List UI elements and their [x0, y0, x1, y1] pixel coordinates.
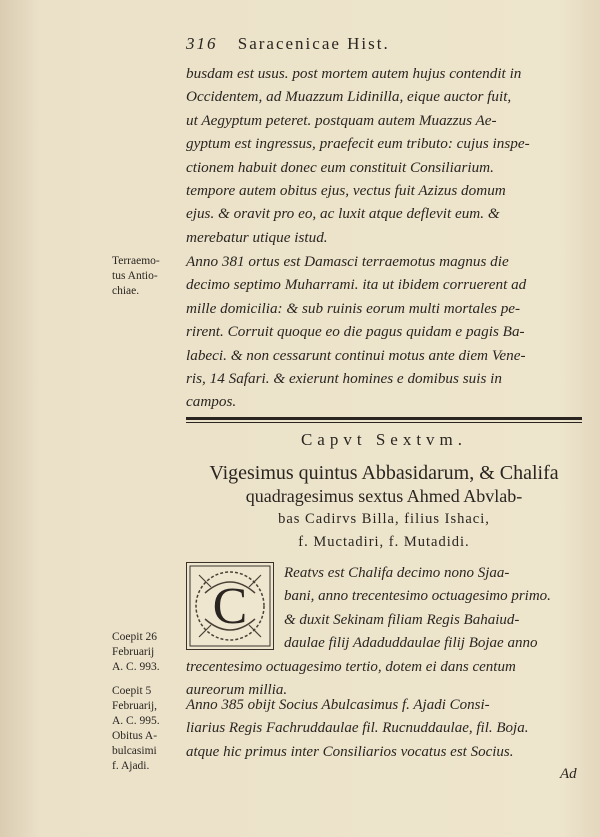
margin-note-coepit-993	[112, 630, 186, 675]
text-line: atque hic primus inter Consiliarios vocatus est Socius.	[186, 743, 514, 760]
margin-note-coepit-995	[112, 684, 186, 774]
running-title: Saracenicae Hist.	[237, 34, 390, 53]
text-line: ctionem habuit donec eum constituit Consiliarium.	[186, 158, 494, 176]
text-line: & duxit Sekinam filiam Regis Bahaiud-	[284, 611, 520, 628]
text-line: Occidentem, ad Muazzum Lidinilla, eique auctor fuit,	[186, 88, 512, 106]
note-line: tus Antio-	[112, 270, 158, 282]
initial-letter: C	[212, 578, 248, 635]
chapter-heading	[186, 462, 582, 554]
margin-note-earthquake	[112, 254, 186, 299]
note-line: f. Ajadi.	[112, 760, 150, 772]
text-line: trecentesimo octuagesimo tertio, dotem ei dans centum	[186, 659, 516, 675]
heading-line: f. Muctadiri, f. Mutadidi.	[298, 534, 470, 550]
note-line: bulcasimi	[112, 745, 157, 757]
text-line: decimo septimo Muharrami. ita ut ibidem corruerent ad	[186, 276, 527, 294]
note-line: Obitus A-	[112, 730, 158, 742]
text-line: rirent. Corruit quoque eo die pagus quidam e pagis Ba-	[186, 323, 525, 341]
text-line: ut Aegyptum peteret. postquam autem Muazzus Ae-	[186, 111, 497, 129]
note-line: chiae.	[112, 285, 140, 297]
text-line: bani, anno trecentesimo octuagesimo primo.	[284, 588, 551, 605]
page-number: 316	[186, 34, 218, 53]
paragraph-1	[186, 62, 582, 249]
paragraph-2	[186, 250, 582, 414]
note-line: A. C. 995.	[112, 715, 160, 727]
paragraph-3	[284, 562, 582, 656]
text-line: campos.	[186, 393, 237, 411]
text-line: ejus. & oravit pro eo, ac luxit atque deflevit eum. &	[186, 205, 500, 223]
paragraph-4	[186, 694, 582, 764]
text-line: merebatur utique istud.	[186, 228, 328, 246]
text-line: Reatvs est Chalifa decimo nono Sjaa-	[284, 565, 510, 581]
text-line: tempore autem obitus ejus, vectus fuit Azizus domum	[186, 182, 506, 200]
text-line: Anno 381 ortus est Damasci terraemotus magnus die	[186, 253, 509, 270]
note-line: A. C. 993.	[112, 661, 160, 673]
text-line: liarius Regis Fachruddaulae fil. Rucnuddaulae, fil. Boja.	[186, 720, 529, 737]
heading-line: quadragesimus sextus Ahmed Abvlab-	[245, 486, 523, 506]
text-line: gyptum est ingressus, praefecit eum tributo: cujus inspe-	[186, 135, 530, 153]
note-line: Terraemo-	[112, 255, 160, 267]
section-rule-thick	[186, 417, 582, 420]
note-line: Februarij,	[112, 700, 158, 712]
text-line: Anno 385 obijt Socius Abulcasimus f. Ajadi Consi-	[186, 697, 490, 713]
heading-line: bas Cadirvs Billa, filius Ishaci,	[278, 511, 490, 527]
chapter-title: Capvt Sextvm.	[300, 430, 468, 449]
note-line: Februarij	[112, 646, 155, 658]
section-rule-thin	[186, 422, 582, 423]
text-line: mille domicilia: & sub ruinis eorum multi mortales pe-	[186, 299, 521, 317]
text-line: ris, 14 Safari. & exierunt homines e domibus suis in	[186, 370, 502, 388]
note-line: Coepit 26	[112, 631, 158, 643]
decorated-initial	[186, 562, 274, 650]
catchword: Ad	[560, 766, 577, 782]
heading-line: Vigesimus quintus Abbasidarum, & Chalifa	[209, 462, 559, 484]
text-line: daulae filij Adaduddaulae filij Bojae anno	[284, 635, 538, 652]
running-head	[186, 34, 586, 54]
text-line: aureorum millia.	[186, 682, 288, 699]
ornament-initial-icon	[187, 563, 273, 649]
text-line: busdam est usus. post mortem autem hujus contendit in	[186, 65, 522, 82]
note-line: Coepit 5	[112, 685, 152, 697]
text-line: labeci. & non cessarunt continui motus ante diem Vene-	[186, 346, 526, 364]
